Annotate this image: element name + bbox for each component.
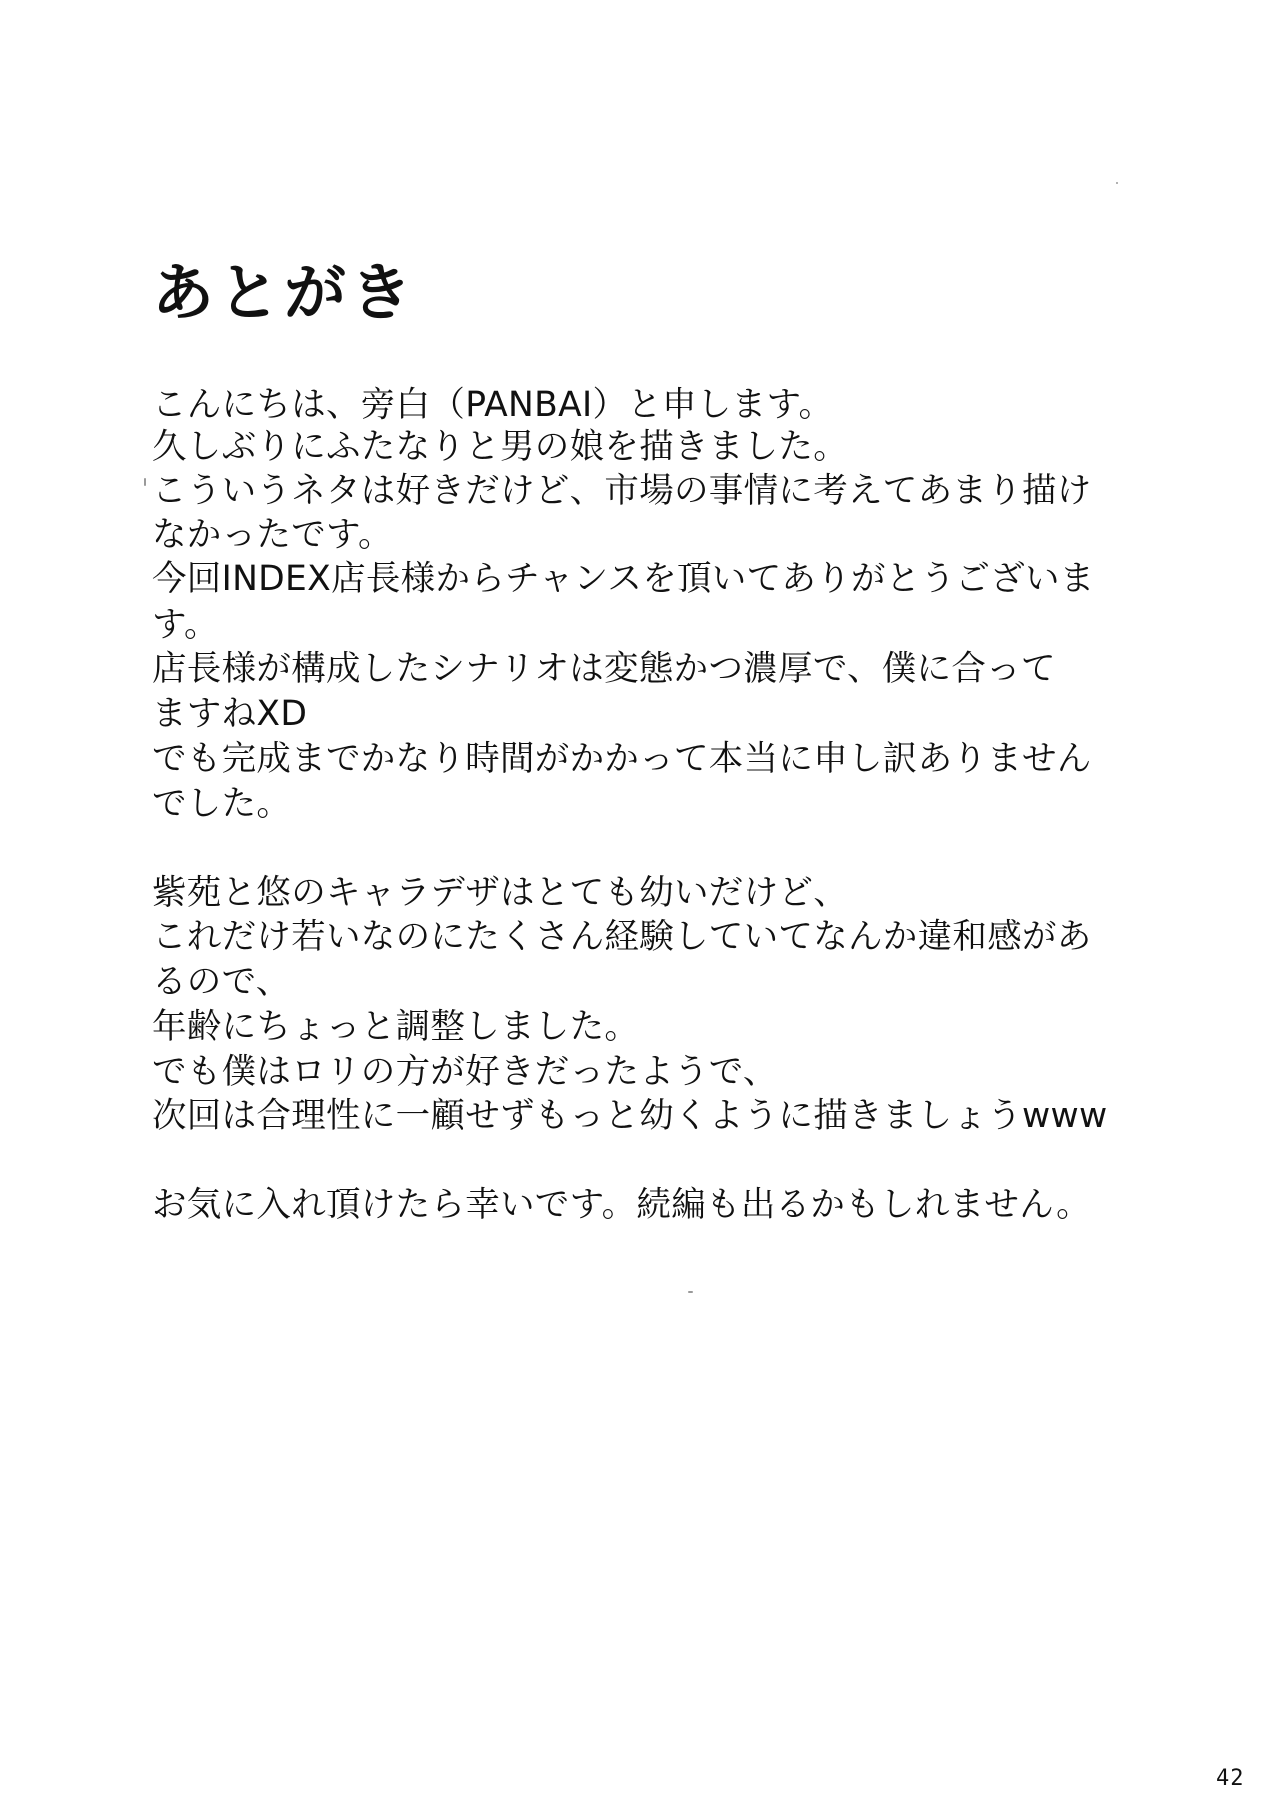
text-line: るので、	[152, 962, 291, 1002]
text-line: す。	[152, 605, 219, 645]
text-line: 店長様が構成したシナリオは変態かつ濃厚で、僕に合って	[152, 649, 1056, 689]
page-title: あとがき	[152, 256, 417, 329]
text-line: 紫苑と悠のキャラデザはとても幼いだけど、	[152, 873, 848, 913]
scan-speck	[688, 1291, 693, 1293]
text-line: ますねXD	[152, 694, 308, 734]
scan-speck	[144, 478, 146, 486]
text-line: 次回は合理性に一顧せずもっと幼くように描きましょうwww	[152, 1096, 1108, 1136]
text-line: お気に入れ頂けたら幸いです。続編も出るかもしれません。	[152, 1185, 1091, 1225]
text-line: でも僕はロリの方が好きだったようで、	[152, 1052, 778, 1092]
text-line: 年齢にちょっと調整しました。	[152, 1007, 640, 1047]
text-line: でした。	[152, 784, 292, 824]
text-line: 久しぶりにふたなりと男の娘を描きました。	[152, 427, 848, 467]
text-line: 今回INDEX店長様からチャンスを頂いてありがとうございま	[152, 559, 1095, 599]
page-number: 42	[1216, 1766, 1245, 1791]
scan-speck	[1116, 182, 1118, 184]
text-line: こういうネタは好きだけど、市場の事情に考えてあまり描け	[152, 471, 1092, 511]
text-line: なかったです。	[152, 515, 393, 555]
text-line: これだけ若いなのにたくさん経験していてなんか違和感があ	[152, 917, 1092, 957]
text-line: でも完成までかなり時間がかかって本当に申し訳ありません	[152, 739, 1092, 779]
text-line: こんにちは、旁白（PANBAI）と申します。	[152, 385, 834, 425]
